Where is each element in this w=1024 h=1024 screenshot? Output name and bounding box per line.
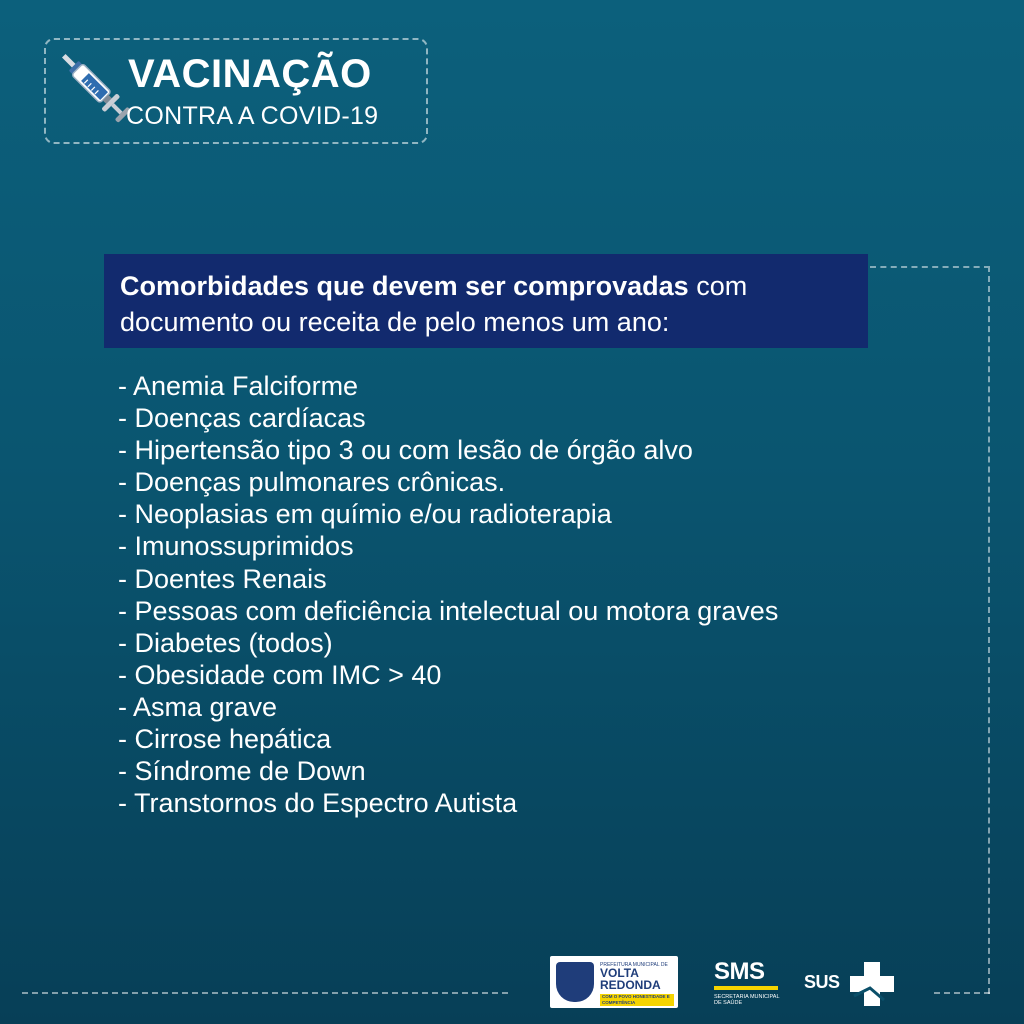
list-item: - Cirrose hepática [118,724,332,755]
sus-name: SUS [804,972,840,992]
list-item: - Obesidade com IMC > 40 [118,659,442,690]
list-item: - Asma grave [118,691,278,722]
list-item: - Doenças cardíacas [118,403,366,434]
list-item: - Pessoas com deficiência intelectual ou motora graves [118,595,779,626]
dashed-divider-right [934,992,990,994]
sus-logo [804,960,900,1008]
sms-logo [712,956,792,1010]
sus-cross-icon [848,960,896,1008]
dashed-frame-right [870,266,990,994]
vr-small-text: PREFEITURA MUNICIPAL DE [600,962,668,968]
comorbidity-list [118,370,778,819]
sms-name: SMS [714,958,765,985]
vr-name [600,967,661,991]
vr-tagline: COM O POVO HONESTIDADE E COMPETÊNCIA [600,994,674,1006]
list-item: - Doentes Renais [118,563,327,594]
dashed-divider-left [22,992,508,994]
vr-name-line2: REDONDA [600,978,661,992]
list-item: - Diabetes (todos) [118,627,333,658]
sms-underline [714,986,778,990]
intro-heading [104,254,868,348]
volta-redonda-logo [550,956,678,1008]
list-item: - Doenças pulmonares crônicas. [118,467,506,498]
list-item: - Hipertensão tipo 3 ou com lesão de órgão alvo [118,435,693,466]
list-item: - Anemia Falciforme [118,371,359,401]
intro-rest: com [688,271,748,301]
title-box [44,38,428,144]
intro-bold: Comorbidades que devem ser comprovadas [120,271,689,301]
list-item: - Imunossuprimidos [118,531,354,562]
list-item: - Síndrome de Down [118,756,366,787]
intro-line-1 [120,268,852,304]
list-item: - Neoplasias em químio e/ou radioterapia [118,499,612,530]
page-title: VACINAÇÃO [128,52,372,96]
list-item: - Transtornos do Espectro Autista [118,788,518,819]
page-subtitle: CONTRA A COVID-19 [126,102,379,130]
sms-subtitle: SECRETARIA MUNICIPAL DE SAÚDE [714,994,780,1006]
city-crest-icon [556,962,594,1002]
intro-line-2: documento ou receita de pelo menos um ano: [120,307,670,337]
vr-name-line1: VOLTA [600,966,639,980]
footer-logos [548,952,908,1012]
